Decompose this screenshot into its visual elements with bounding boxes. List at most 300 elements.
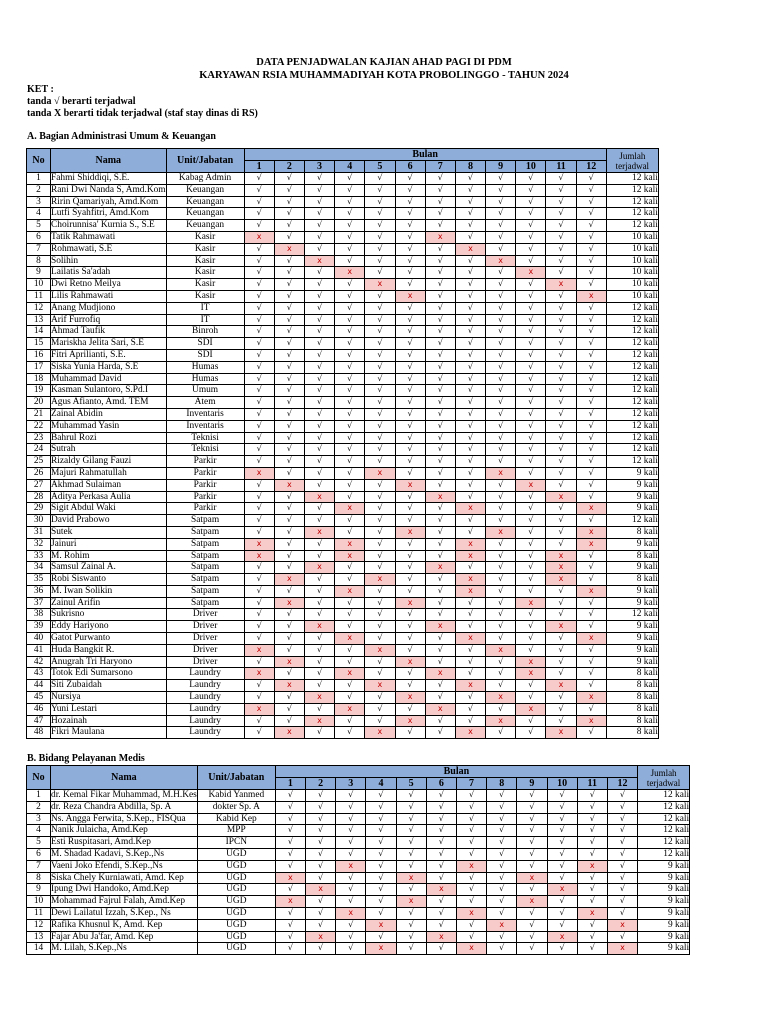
scheduled-mark: √ — [304, 656, 334, 668]
scheduled-mark: √ — [546, 715, 576, 727]
scheduled-mark: √ — [455, 526, 485, 538]
row-nama: Zainal Abidin — [51, 408, 167, 420]
not-scheduled-mark: x — [395, 715, 425, 727]
table-row — [27, 872, 690, 884]
scheduled-mark: √ — [275, 790, 305, 802]
table-row — [27, 919, 690, 931]
header-month: 9 — [517, 778, 547, 790]
scheduled-mark: √ — [366, 790, 396, 802]
scheduled-mark: √ — [516, 255, 546, 267]
scheduled-mark: √ — [244, 373, 274, 385]
legend-line-not-scheduled: tanda X berarti tidak terjadwal (staf stay dinas di RS) — [27, 108, 258, 119]
scheduled-mark: √ — [425, 314, 455, 326]
not-scheduled-mark: x — [335, 267, 365, 279]
scheduled-mark: √ — [274, 467, 304, 479]
scheduled-mark: √ — [395, 680, 425, 692]
row-unit: Kabid Kep — [197, 813, 275, 825]
row-jumlah: 9 kali — [638, 931, 690, 943]
scheduled-mark: √ — [516, 444, 546, 456]
scheduled-mark: √ — [274, 621, 304, 633]
not-scheduled-mark: x — [336, 860, 366, 872]
scheduled-mark: √ — [335, 373, 365, 385]
not-scheduled-mark: x — [576, 526, 606, 538]
row-no: 35 — [27, 574, 51, 586]
scheduled-mark: √ — [577, 825, 607, 837]
header-bulan: Bulan — [275, 766, 637, 778]
table-header — [27, 149, 659, 173]
scheduled-mark: √ — [576, 644, 606, 656]
scheduled-mark: √ — [335, 220, 365, 232]
not-scheduled-mark: x — [365, 727, 395, 739]
row-jumlah: 9 kali — [606, 621, 658, 633]
scheduled-mark: √ — [487, 825, 517, 837]
row-nama: Siska Yunia Harda, S.E — [51, 361, 167, 373]
row-unit: UGD — [197, 919, 275, 931]
scheduled-mark: √ — [274, 420, 304, 432]
not-scheduled-mark: x — [546, 279, 576, 291]
row-jumlah: 9 kali — [606, 644, 658, 656]
not-scheduled-mark: x — [425, 491, 455, 503]
scheduled-mark: √ — [425, 503, 455, 515]
row-unit: Satpam — [166, 550, 244, 562]
scheduled-mark: √ — [335, 515, 365, 527]
header-month: 8 — [455, 161, 485, 173]
scheduled-mark: √ — [274, 302, 304, 314]
scheduled-mark: √ — [576, 597, 606, 609]
scheduled-mark: √ — [487, 790, 517, 802]
table-row — [27, 467, 659, 479]
scheduled-mark: √ — [455, 515, 485, 527]
table-row — [27, 562, 659, 574]
scheduled-mark: √ — [546, 633, 576, 645]
scheduled-mark: √ — [516, 432, 546, 444]
scheduled-mark: √ — [576, 373, 606, 385]
scheduled-mark: √ — [607, 837, 637, 849]
scheduled-mark: √ — [607, 848, 637, 860]
header-month: 11 — [577, 778, 607, 790]
row-jumlah: 8 kali — [606, 692, 658, 704]
scheduled-mark: √ — [244, 279, 274, 291]
table-row — [27, 813, 690, 825]
not-scheduled-mark: x — [274, 574, 304, 586]
scheduled-mark: √ — [547, 943, 577, 955]
scheduled-mark: √ — [576, 361, 606, 373]
not-scheduled-mark: x — [456, 860, 486, 872]
scheduled-mark: √ — [335, 609, 365, 621]
scheduled-mark: √ — [365, 349, 395, 361]
row-no: 13 — [27, 314, 51, 326]
scheduled-mark: √ — [366, 825, 396, 837]
table-row — [27, 680, 659, 692]
row-unit: Inventaris — [166, 408, 244, 420]
scheduled-mark: √ — [516, 338, 546, 350]
row-jumlah: 12 kali — [606, 338, 658, 350]
not-scheduled-mark: x — [425, 703, 455, 715]
row-nama: dr. Kemal Fikar Muhammad, M.H.Kes — [51, 790, 197, 800]
not-scheduled-mark: x — [516, 267, 546, 279]
scheduled-mark: √ — [516, 550, 546, 562]
table-row — [27, 621, 659, 633]
scheduled-mark: √ — [487, 896, 517, 908]
row-unit: Parkir — [166, 503, 244, 515]
scheduled-mark: √ — [576, 621, 606, 633]
scheduled-mark: √ — [306, 896, 336, 908]
row-no: 5 — [27, 837, 51, 849]
row-jumlah: 12 kali — [638, 837, 690, 849]
row-jumlah: 8 kali — [606, 680, 658, 692]
row-unit: IT — [166, 314, 244, 326]
scheduled-mark: √ — [365, 397, 395, 409]
scheduled-mark: √ — [486, 550, 516, 562]
scheduled-mark: √ — [304, 503, 334, 515]
scheduled-mark: √ — [335, 621, 365, 633]
row-jumlah: 9 kali — [606, 538, 658, 550]
scheduled-mark: √ — [395, 349, 425, 361]
header-month: 12 — [607, 778, 637, 790]
scheduled-mark: √ — [546, 420, 576, 432]
scheduled-mark: √ — [546, 267, 576, 279]
scheduled-mark: √ — [365, 243, 395, 255]
scheduled-mark: √ — [547, 825, 577, 837]
not-scheduled-mark: x — [546, 491, 576, 503]
scheduled-mark: √ — [395, 279, 425, 291]
scheduled-mark: √ — [395, 184, 425, 196]
not-scheduled-mark: x — [304, 562, 334, 574]
scheduled-mark: √ — [456, 837, 486, 849]
schedule-table-admin — [26, 148, 659, 739]
row-nama: Anang Mudjiono — [51, 302, 167, 314]
scheduled-mark: √ — [546, 526, 576, 538]
scheduled-mark: √ — [335, 361, 365, 373]
table-row — [27, 727, 659, 739]
scheduled-mark: √ — [456, 848, 486, 860]
scheduled-mark: √ — [365, 692, 395, 704]
scheduled-mark: √ — [395, 338, 425, 350]
not-scheduled-mark: x — [365, 574, 395, 586]
row-jumlah: 8 kali — [606, 574, 658, 586]
scheduled-mark: √ — [455, 456, 485, 468]
not-scheduled-mark: x — [455, 243, 485, 255]
scheduled-mark: √ — [244, 302, 274, 314]
not-scheduled-mark: x — [607, 919, 637, 931]
row-nama: Fikri Maulana — [51, 727, 167, 739]
header-month: 4 — [335, 161, 365, 173]
scheduled-mark: √ — [455, 267, 485, 279]
row-unit: IT — [166, 302, 244, 314]
scheduled-mark: √ — [455, 302, 485, 314]
scheduled-mark: √ — [425, 349, 455, 361]
scheduled-mark: √ — [365, 267, 395, 279]
row-no: 46 — [27, 703, 51, 715]
row-jumlah: 12 kali — [606, 196, 658, 208]
scheduled-mark: √ — [336, 801, 366, 813]
scheduled-mark: √ — [486, 361, 516, 373]
scheduled-mark: √ — [516, 279, 546, 291]
scheduled-mark: √ — [335, 326, 365, 338]
not-scheduled-mark: x — [517, 872, 547, 884]
scheduled-mark: √ — [576, 444, 606, 456]
row-jumlah: 9 kali — [638, 860, 690, 872]
header-month: 5 — [396, 778, 426, 790]
row-unit: Laundry — [166, 727, 244, 739]
scheduled-mark: √ — [576, 420, 606, 432]
scheduled-mark: √ — [486, 267, 516, 279]
scheduled-mark: √ — [546, 408, 576, 420]
row-no: 9 — [27, 267, 51, 279]
not-scheduled-mark: x — [455, 585, 485, 597]
scheduled-mark: √ — [425, 290, 455, 302]
legend — [27, 84, 258, 120]
scheduled-mark: √ — [304, 727, 334, 739]
scheduled-mark: √ — [456, 884, 486, 896]
not-scheduled-mark: x — [455, 680, 485, 692]
scheduled-mark: √ — [577, 896, 607, 908]
row-nama: Mohammad Fajrul Falah, Amd.Kep — [51, 896, 198, 908]
scheduled-mark: √ — [304, 373, 334, 385]
row-jumlah: 9 kali — [606, 585, 658, 597]
scheduled-mark: √ — [455, 609, 485, 621]
scheduled-mark: √ — [244, 432, 274, 444]
not-scheduled-mark: x — [576, 692, 606, 704]
table-row — [27, 408, 659, 420]
row-nama: Ririn Qamariyah, Amd.Kom — [51, 196, 167, 208]
scheduled-mark: √ — [304, 349, 334, 361]
scheduled-mark: √ — [425, 173, 455, 185]
scheduled-mark: √ — [486, 220, 516, 232]
scheduled-mark: √ — [425, 420, 455, 432]
table-row — [27, 196, 659, 208]
scheduled-mark: √ — [395, 196, 425, 208]
scheduled-mark: √ — [425, 515, 455, 527]
not-scheduled-mark: x — [486, 255, 516, 267]
scheduled-mark: √ — [576, 314, 606, 326]
scheduled-mark: √ — [486, 314, 516, 326]
scheduled-mark: √ — [455, 290, 485, 302]
not-scheduled-mark: x — [274, 680, 304, 692]
not-scheduled-mark: x — [395, 290, 425, 302]
scheduled-mark: √ — [455, 338, 485, 350]
not-scheduled-mark: x — [455, 633, 485, 645]
row-unit: Driver — [166, 621, 244, 633]
scheduled-mark: √ — [425, 397, 455, 409]
scheduled-mark: √ — [244, 491, 274, 503]
row-no: 10 — [27, 279, 51, 291]
row-no: 8 — [27, 872, 51, 884]
scheduled-mark: √ — [304, 267, 334, 279]
row-no: 32 — [27, 538, 51, 550]
row-jumlah: 12 kali — [638, 813, 690, 825]
table-row — [27, 255, 659, 267]
row-no: 8 — [27, 255, 51, 267]
scheduled-mark: √ — [335, 656, 365, 668]
table-row — [27, 692, 659, 704]
scheduled-mark: √ — [335, 562, 365, 574]
scheduled-mark: √ — [304, 585, 334, 597]
row-unit: Parkir — [166, 479, 244, 491]
row-nama: Nursiya — [51, 692, 167, 704]
not-scheduled-mark: x — [335, 585, 365, 597]
scheduled-mark: √ — [274, 373, 304, 385]
scheduled-mark: √ — [425, 338, 455, 350]
scheduled-mark: √ — [455, 279, 485, 291]
not-scheduled-mark: x — [244, 231, 274, 243]
scheduled-mark: √ — [425, 220, 455, 232]
scheduled-mark: √ — [576, 302, 606, 314]
row-nama: Muhammad David — [51, 373, 167, 385]
scheduled-mark: √ — [395, 220, 425, 232]
scheduled-mark: √ — [486, 373, 516, 385]
scheduled-mark: √ — [396, 825, 426, 837]
scheduled-mark: √ — [516, 208, 546, 220]
scheduled-mark: √ — [244, 255, 274, 267]
scheduled-mark: √ — [486, 408, 516, 420]
not-scheduled-mark: x — [455, 538, 485, 550]
row-no: 45 — [27, 692, 51, 704]
scheduled-mark: √ — [455, 562, 485, 574]
scheduled-mark: √ — [516, 538, 546, 550]
scheduled-mark: √ — [304, 574, 334, 586]
scheduled-mark: √ — [546, 503, 576, 515]
table-row — [27, 290, 659, 302]
scheduled-mark: √ — [426, 790, 456, 802]
row-no: 5 — [27, 220, 51, 232]
row-unit: Laundry — [166, 715, 244, 727]
scheduled-mark: √ — [365, 184, 395, 196]
row-no: 7 — [27, 860, 51, 872]
table-row — [27, 373, 659, 385]
table-row — [27, 432, 659, 444]
scheduled-mark: √ — [455, 444, 485, 456]
scheduled-mark: √ — [486, 456, 516, 468]
row-nama: Choirunnisa' Kurnia S., S.E — [51, 220, 167, 232]
scheduled-mark: √ — [577, 848, 607, 860]
scheduled-mark: √ — [244, 208, 274, 220]
row-jumlah: 12 kali — [606, 397, 658, 409]
not-scheduled-mark: x — [425, 668, 455, 680]
scheduled-mark: √ — [335, 397, 365, 409]
not-scheduled-mark: x — [306, 931, 336, 943]
row-nama: Majuri Rahmatullah — [51, 467, 167, 479]
scheduled-mark: √ — [335, 444, 365, 456]
header-unit: Unit/Jabatan — [166, 149, 244, 173]
scheduled-mark: √ — [306, 825, 336, 837]
scheduled-mark: √ — [546, 456, 576, 468]
scheduled-mark: √ — [306, 813, 336, 825]
scheduled-mark: √ — [275, 919, 305, 931]
table-row — [27, 931, 690, 943]
not-scheduled-mark: x — [576, 538, 606, 550]
row-jumlah: 8 kali — [606, 703, 658, 715]
row-unit: Kasir — [166, 255, 244, 267]
scheduled-mark: √ — [576, 196, 606, 208]
row-unit: SDI — [166, 338, 244, 350]
row-jumlah: 12 kali — [606, 220, 658, 232]
row-no: 33 — [27, 550, 51, 562]
scheduled-mark: √ — [546, 644, 576, 656]
scheduled-mark: √ — [395, 385, 425, 397]
row-nama: Robi Siswanto — [51, 574, 167, 586]
scheduled-mark: √ — [455, 373, 485, 385]
scheduled-mark: √ — [455, 479, 485, 491]
scheduled-mark: √ — [455, 621, 485, 633]
row-nama: Solihin — [51, 255, 167, 267]
scheduled-mark: √ — [365, 656, 395, 668]
scheduled-mark: √ — [366, 907, 396, 919]
row-no: 3 — [27, 813, 51, 825]
scheduled-mark: √ — [486, 621, 516, 633]
scheduled-mark: √ — [336, 848, 366, 860]
scheduled-mark: √ — [365, 231, 395, 243]
scheduled-mark: √ — [304, 184, 334, 196]
scheduled-mark: √ — [546, 243, 576, 255]
scheduled-mark: √ — [366, 896, 396, 908]
scheduled-mark: √ — [426, 801, 456, 813]
scheduled-mark: √ — [576, 562, 606, 574]
scheduled-mark: √ — [486, 562, 516, 574]
not-scheduled-mark: x — [486, 644, 516, 656]
not-scheduled-mark: x — [516, 656, 546, 668]
scheduled-mark: √ — [576, 432, 606, 444]
row-jumlah: 12 kali — [606, 326, 658, 338]
scheduled-mark: √ — [244, 444, 274, 456]
scheduled-mark: √ — [395, 397, 425, 409]
scheduled-mark: √ — [455, 467, 485, 479]
scheduled-mark: √ — [335, 290, 365, 302]
scheduled-mark: √ — [546, 479, 576, 491]
table-row — [27, 633, 659, 645]
scheduled-mark: √ — [547, 813, 577, 825]
scheduled-mark: √ — [395, 644, 425, 656]
header-month: 7 — [425, 161, 455, 173]
scheduled-mark: √ — [244, 196, 274, 208]
not-scheduled-mark: x — [546, 727, 576, 739]
table-row — [27, 574, 659, 586]
not-scheduled-mark: x — [425, 231, 455, 243]
scheduled-mark: √ — [306, 943, 336, 955]
row-unit: Keuangan — [166, 184, 244, 196]
scheduled-mark: √ — [546, 585, 576, 597]
scheduled-mark: √ — [275, 884, 305, 896]
row-jumlah: 9 kali — [638, 919, 690, 931]
scheduled-mark: √ — [395, 361, 425, 373]
row-unit: UGD — [197, 860, 275, 872]
scheduled-mark: √ — [425, 243, 455, 255]
scheduled-mark: √ — [486, 397, 516, 409]
scheduled-mark: √ — [304, 633, 334, 645]
row-nama: Jainuri — [51, 538, 167, 550]
scheduled-mark: √ — [546, 692, 576, 704]
header-month: 6 — [395, 161, 425, 173]
scheduled-mark: √ — [365, 597, 395, 609]
scheduled-mark: √ — [576, 338, 606, 350]
table-row — [27, 302, 659, 314]
scheduled-mark: √ — [274, 184, 304, 196]
row-no: 1 — [27, 790, 51, 802]
not-scheduled-mark: x — [335, 538, 365, 550]
scheduled-mark: √ — [335, 231, 365, 243]
scheduled-mark: √ — [335, 420, 365, 432]
scheduled-mark: √ — [335, 385, 365, 397]
header-jumlah: Jumlah terjadwal — [638, 766, 690, 790]
scheduled-mark: √ — [516, 503, 546, 515]
scheduled-mark: √ — [425, 432, 455, 444]
scheduled-mark: √ — [426, 825, 456, 837]
not-scheduled-mark: x — [304, 692, 334, 704]
scheduled-mark: √ — [244, 526, 274, 538]
scheduled-mark: √ — [304, 644, 334, 656]
scheduled-mark: √ — [425, 633, 455, 645]
header-bulan: Bulan — [244, 149, 606, 161]
